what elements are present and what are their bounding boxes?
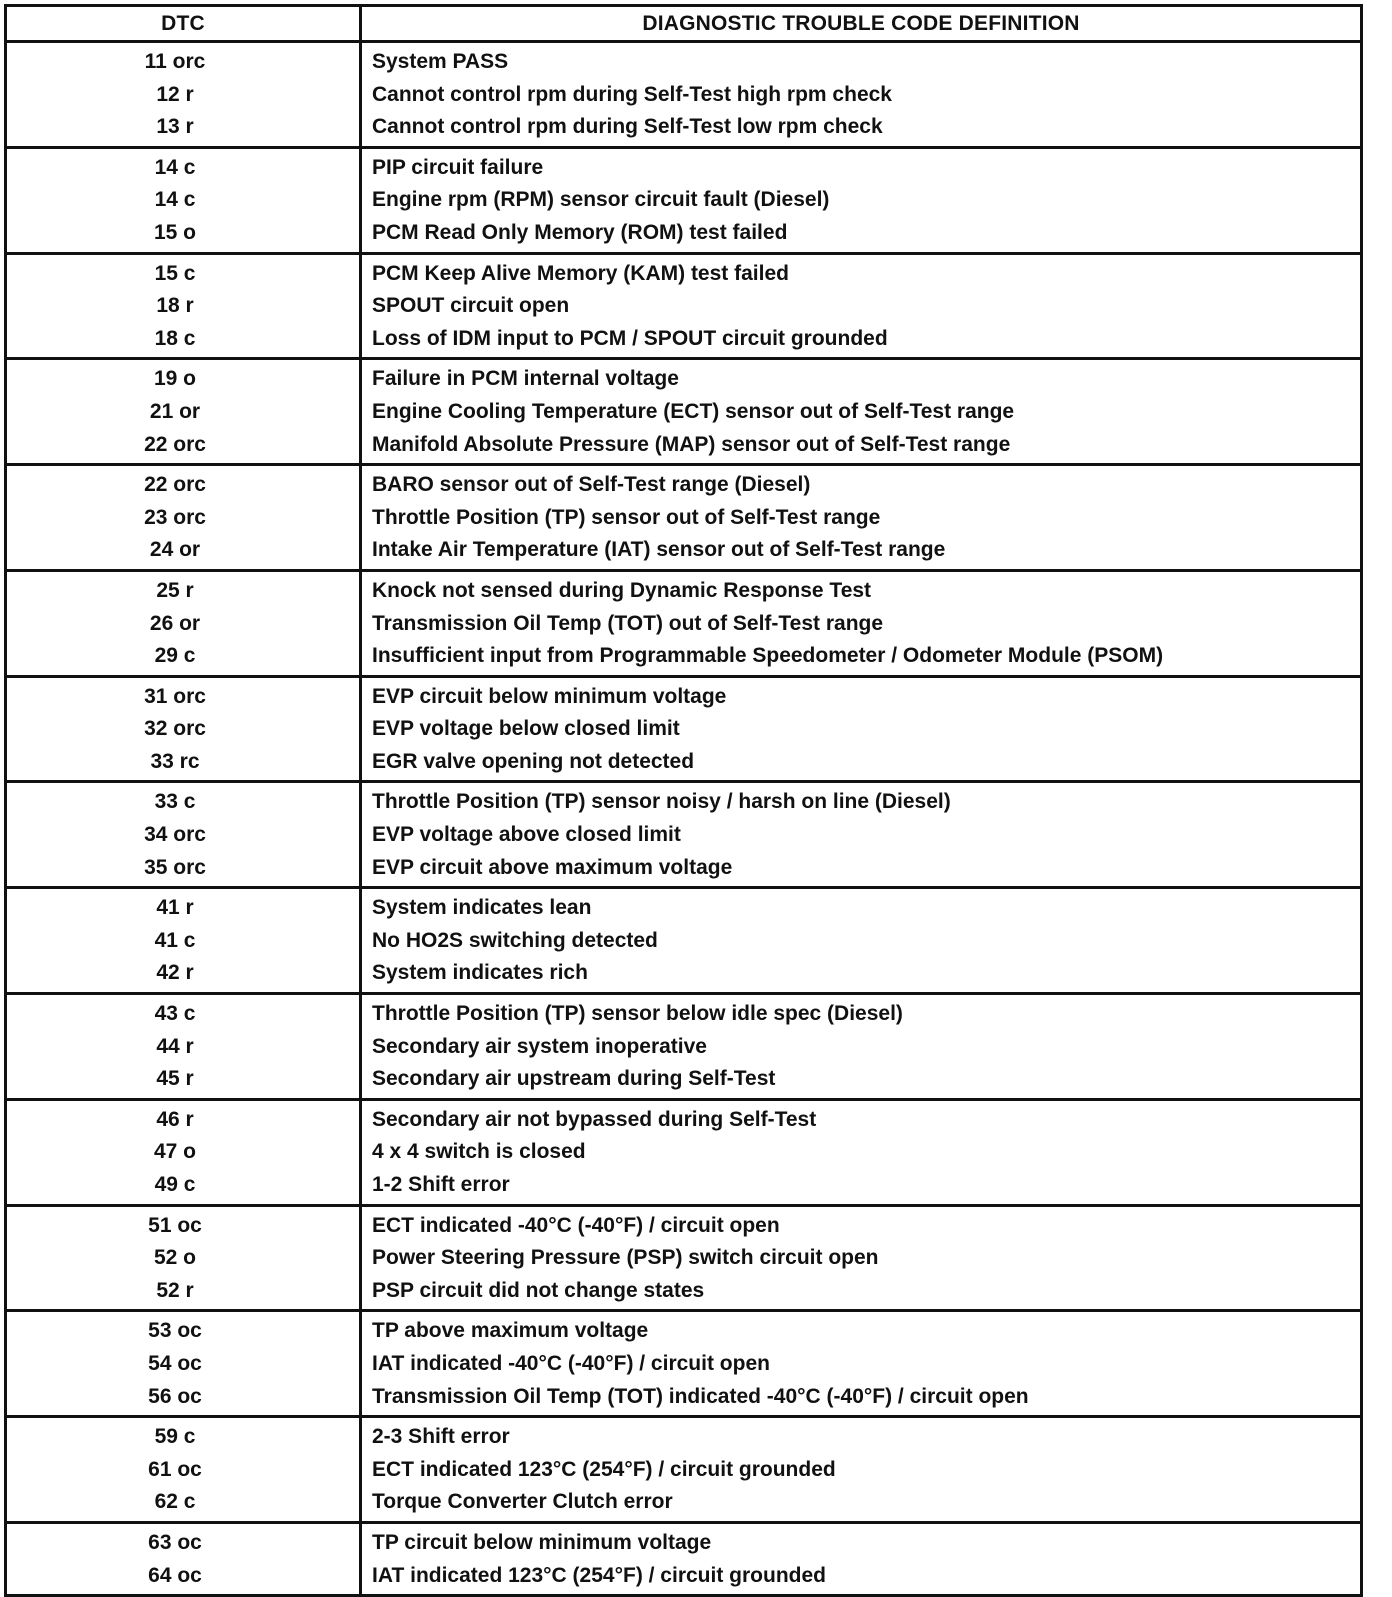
- dtc-code: 34 orc: [6, 819, 361, 852]
- code-group: [6, 676, 1362, 782]
- table-row: [6, 184, 1362, 217]
- code-group: [6, 1417, 1362, 1523]
- dtc-definition: PSP circuit did not change states: [372, 1278, 705, 1302]
- dtc-code: 22 orc: [6, 465, 361, 502]
- table-row: [6, 852, 1362, 888]
- table-row: [6, 1522, 1362, 1559]
- dtc-definition: EVP circuit above maximum voltage: [372, 855, 733, 879]
- table-row: [6, 957, 1362, 993]
- dtc-definition: Secondary air not bypassed during Self-Test: [372, 1107, 817, 1131]
- table-row: [6, 1560, 1362, 1596]
- table-header: [6, 6, 1362, 42]
- dtc-definition: Throttle Position (TP) sensor out of Self-Test range: [372, 505, 881, 529]
- table-row: [6, 925, 1362, 958]
- table-row: [6, 1275, 1362, 1311]
- dtc-definition: EGR valve opening not detected: [372, 749, 695, 773]
- dtc-code: 21 or: [6, 396, 361, 429]
- dtc-code: 13 r: [6, 111, 361, 147]
- table-row: [6, 42, 1362, 79]
- dtc-code: 49 c: [6, 1169, 361, 1205]
- table-row: [6, 1381, 1362, 1417]
- code-group: [6, 359, 1362, 465]
- table-row: [6, 253, 1362, 290]
- dtc-definition: Engine rpm (RPM) sensor circuit fault (Diesel): [372, 188, 830, 212]
- dtc-definition: IAT indicated -40°C (-40°F) / circuit open: [372, 1351, 770, 1375]
- dtc-definition: BARO sensor out of Self-Test range (Diesel): [372, 473, 811, 497]
- dtc-code: 33 c: [6, 782, 361, 819]
- table-row: [6, 782, 1362, 819]
- table-row: [6, 429, 1362, 465]
- dtc-code: 33 rc: [6, 746, 361, 782]
- table-row: [6, 1169, 1362, 1205]
- dtc-code: 63 oc: [6, 1522, 361, 1559]
- dtc-definition: Throttle Position (TP) sensor below idle spec (Diesel): [372, 1002, 903, 1026]
- dtc-code: 18 c: [6, 323, 361, 359]
- dtc-code: 15 c: [6, 253, 361, 290]
- code-group: [6, 42, 1362, 148]
- table-row: [6, 1099, 1362, 1136]
- dtc-code: 52 r: [6, 1275, 361, 1311]
- table-row: [6, 1311, 1362, 1348]
- dtc-definition: ECT indicated -40°C (-40°F) / circuit open: [372, 1213, 780, 1237]
- dtc-definition: Failure in PCM internal voltage: [372, 367, 679, 391]
- dtc-code: 23 orc: [6, 502, 361, 535]
- dtc-code: 14 c: [6, 184, 361, 217]
- table-row: [6, 888, 1362, 925]
- dtc-definition: Secondary air upstream during Self-Test: [372, 1067, 776, 1091]
- dtc-definition: EVP circuit below minimum voltage: [372, 684, 727, 708]
- dtc-code: 59 c: [6, 1417, 361, 1454]
- dtc-code: 25 r: [6, 570, 361, 607]
- table-row: [6, 746, 1362, 782]
- dtc-code: 64 oc: [6, 1560, 361, 1596]
- dtc-definition: System indicates rich: [372, 961, 588, 985]
- dtc-code: 46 r: [6, 1099, 361, 1136]
- dtc-code: 29 c: [6, 640, 361, 676]
- dtc-code: 41 r: [6, 888, 361, 925]
- table-row: [6, 502, 1362, 535]
- table-row: [6, 1486, 1362, 1522]
- code-group: [6, 888, 1362, 994]
- code-group: [6, 1311, 1362, 1417]
- table-row: [6, 994, 1362, 1031]
- dtc-code: 32 orc: [6, 713, 361, 746]
- dtc-definition: 2-3 Shift error: [372, 1425, 510, 1449]
- table-row: [6, 323, 1362, 359]
- dtc-definition: Intake Air Temperature (IAT) sensor out of Self-Test range: [372, 538, 946, 562]
- dtc-definition: TP above maximum voltage: [372, 1319, 649, 1343]
- dtc-code: 11 orc: [6, 42, 361, 79]
- dtc-definition: System PASS: [372, 50, 509, 73]
- dtc-definition: 4 x 4 switch is closed: [372, 1140, 586, 1164]
- dtc-code: 14 c: [6, 147, 361, 184]
- dtc-code: 41 c: [6, 925, 361, 958]
- code-group: [6, 1522, 1362, 1595]
- dtc-definition: System indicates lean: [372, 896, 592, 920]
- dtc-definition: TP circuit below minimum voltage: [372, 1530, 712, 1554]
- table-row: [6, 570, 1362, 607]
- dtc-definition: 1-2 Shift error: [372, 1173, 510, 1196]
- code-group: [6, 1205, 1362, 1311]
- table-row: [6, 1242, 1362, 1275]
- dtc-code: 26 or: [6, 608, 361, 641]
- dtc-code: 61 oc: [6, 1454, 361, 1487]
- table-row: [6, 79, 1362, 112]
- dtc-definition: EVP voltage below closed limit: [372, 717, 680, 741]
- dtc-definition: Loss of IDM input to PCM / SPOUT circuit grounded: [372, 326, 888, 350]
- table-row: [6, 713, 1362, 746]
- table-row: [6, 217, 1362, 253]
- table-row: [6, 608, 1362, 641]
- dtc-code: 35 orc: [6, 852, 361, 888]
- dtc-definition: Transmission Oil Temp (TOT) out of Self-Test range: [372, 611, 884, 635]
- dtc-code: 45 r: [6, 1063, 361, 1099]
- dtc-definition: ECT indicated 123°C (254°F) / circuit grounded: [372, 1457, 836, 1481]
- table-row: [6, 1417, 1362, 1454]
- code-group: [6, 1099, 1362, 1205]
- dtc-code: 31 orc: [6, 676, 361, 713]
- dtc-column-header: DTC: [6, 6, 361, 42]
- dtc-definition: EVP voltage above closed limit: [372, 823, 681, 847]
- dtc-definition: Transmission Oil Temp (TOT) indicated -40°C (-40°F) / circuit open: [372, 1384, 1029, 1408]
- code-group: [6, 994, 1362, 1100]
- dtc-definition: SPOUT circuit open: [372, 294, 570, 318]
- dtc-definition: Engine Cooling Temperature (ECT) sensor out of Self-Test range: [372, 399, 1015, 423]
- dtc-code: 53 oc: [6, 1311, 361, 1348]
- dtc-code: 15 o: [6, 217, 361, 253]
- dtc-table: [4, 4, 1363, 1597]
- table-row: [6, 290, 1362, 323]
- table-row: [6, 147, 1362, 184]
- dtc-code: 18 r: [6, 290, 361, 323]
- header-row: [6, 6, 1362, 42]
- dtc-code: 42 r: [6, 957, 361, 993]
- dtc-code: 54 oc: [6, 1348, 361, 1381]
- dtc-code: 51 oc: [6, 1205, 361, 1242]
- table-row: [6, 640, 1362, 676]
- dtc-definition: Power Steering Pressure (PSP) switch circuit open: [372, 1246, 879, 1270]
- dtc-definition: Manifold Absolute Pressure (MAP) sensor out of Self-Test range: [372, 432, 1011, 456]
- dtc-definition: PIP circuit failure: [372, 155, 544, 179]
- table-row: [6, 1136, 1362, 1169]
- code-group: [6, 147, 1362, 253]
- table-row: [6, 819, 1362, 852]
- dtc-code: 47 o: [6, 1136, 361, 1169]
- dtc-code: 44 r: [6, 1031, 361, 1064]
- table-row: [6, 359, 1362, 396]
- table-row: [6, 1031, 1362, 1064]
- dtc-code: 12 r: [6, 79, 361, 112]
- table-row: [6, 1348, 1362, 1381]
- code-group: [6, 253, 1362, 359]
- dtc-definition: PCM Read Only Memory (ROM) test failed: [372, 220, 788, 244]
- table-row: [6, 396, 1362, 429]
- dtc-definition: IAT indicated 123°C (254°F) / circuit grounded: [372, 1563, 826, 1587]
- dtc-code: 62 c: [6, 1486, 361, 1522]
- dtc-definition: PCM Keep Alive Memory (KAM) test failed: [372, 261, 789, 285]
- dtc-definition: Insufficient input from Programmable Speedometer / Odometer Module (PSOM): [372, 644, 1164, 668]
- code-group: [6, 465, 1362, 571]
- definition-column-header: DIAGNOSTIC TROUBLE CODE DEFINITION: [361, 6, 1362, 42]
- dtc-definition: Torque Converter Clutch error: [372, 1490, 673, 1514]
- dtc-code: 43 c: [6, 994, 361, 1031]
- table-row: [6, 1454, 1362, 1487]
- table-row: [6, 111, 1362, 147]
- dtc-definition: Secondary air system inoperative: [372, 1034, 707, 1058]
- dtc-definition: Cannot control rpm during Self-Test high rpm check: [372, 82, 892, 106]
- table-row: [6, 1205, 1362, 1242]
- dtc-code: 52 o: [6, 1242, 361, 1275]
- dtc-code: 56 oc: [6, 1381, 361, 1417]
- code-group: [6, 570, 1362, 676]
- dtc-definition: No HO2S switching detected: [372, 928, 658, 952]
- code-group: [6, 782, 1362, 888]
- table-row: [6, 465, 1362, 502]
- table-row: [6, 1063, 1362, 1099]
- dtc-definition: Knock not sensed during Dynamic Response Test: [372, 578, 872, 602]
- dtc-code: 22 orc: [6, 429, 361, 465]
- dtc-code: 24 or: [6, 534, 361, 570]
- dtc-definition: Throttle Position (TP) sensor noisy / harsh on line (Diesel): [372, 790, 951, 814]
- dtc-code: 19 o: [6, 359, 361, 396]
- table-row: [6, 534, 1362, 570]
- dtc-definition: Cannot control rpm during Self-Test low rpm check: [372, 115, 883, 139]
- table-row: [6, 676, 1362, 713]
